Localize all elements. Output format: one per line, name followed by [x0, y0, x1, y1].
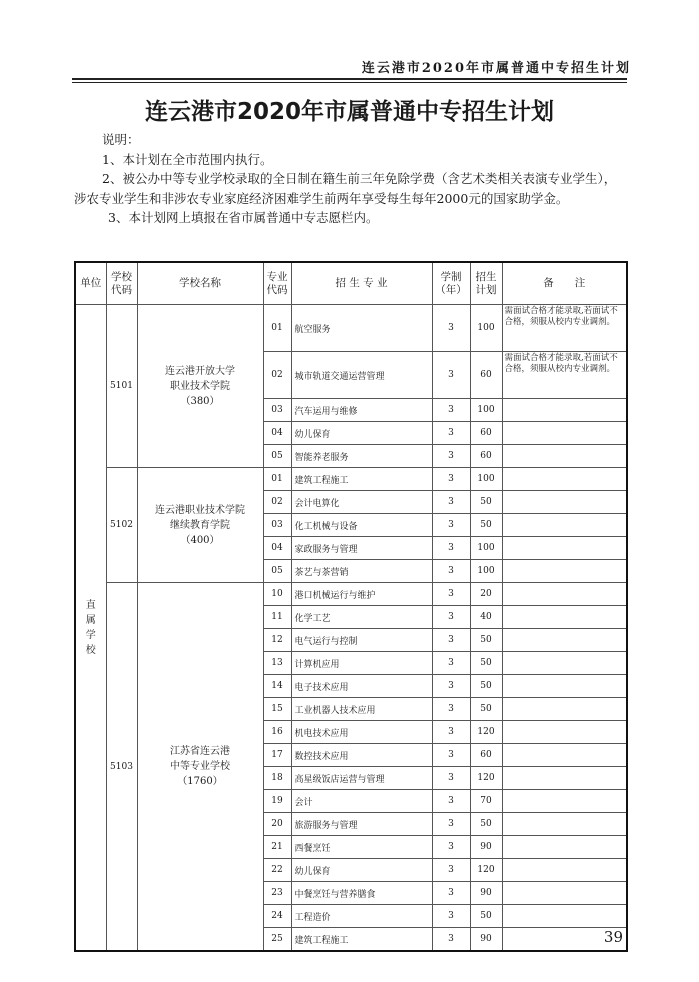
quota-cell: 120: [470, 721, 502, 744]
quota-cell: 100: [470, 305, 502, 352]
major-name-cell: 家政服务与管理: [291, 537, 432, 560]
years-cell: 3: [432, 652, 470, 675]
major-code-cell: 04: [263, 422, 291, 445]
remark-cell: [502, 652, 627, 675]
remark-cell: [502, 606, 627, 629]
years-cell: 3: [432, 399, 470, 422]
major-code-cell: 03: [263, 514, 291, 537]
major-code-cell: 02: [263, 491, 291, 514]
unit-cell: 直 属 学 校: [75, 305, 106, 952]
note-item-3: 3、本计划网上填报在省市属普通中专志愿栏内。: [108, 210, 379, 225]
years-cell: 3: [432, 928, 470, 952]
major-name-cell: 化学工艺: [291, 606, 432, 629]
major-code-cell: 05: [263, 445, 291, 468]
school-code-cell: 5101: [106, 305, 137, 468]
years-cell: 3: [432, 606, 470, 629]
years-cell: 3: [432, 813, 470, 836]
major-name-cell: 化工机械与设备: [291, 514, 432, 537]
years-cell: 3: [432, 514, 470, 537]
school-name-line: 连云港开放大学: [165, 365, 235, 377]
remark-cell: [502, 813, 627, 836]
major-code-cell: 13: [263, 652, 291, 675]
quota-cell: 60: [470, 744, 502, 767]
enrollment-plan-table: [74, 261, 628, 952]
quota-cell: 100: [470, 560, 502, 583]
quota-cell: 100: [470, 468, 502, 491]
quota-cell: 60: [470, 352, 502, 399]
major-code-cell: 11: [263, 606, 291, 629]
years-cell: 3: [432, 445, 470, 468]
table-row: [75, 468, 627, 491]
years-cell: 3: [432, 537, 470, 560]
major-code-cell: 20: [263, 813, 291, 836]
quota-cell: 50: [470, 905, 502, 928]
years-cell: 3: [432, 583, 470, 606]
remark-cell: [502, 629, 627, 652]
remark-cell: [502, 583, 627, 606]
major-name-cell: 智能养老服务: [291, 445, 432, 468]
major-code-cell: 15: [263, 698, 291, 721]
major-name-cell: 旅游服务与管理: [291, 813, 432, 836]
note-item-2: 2、被公办中等专业学校录取的全日制在籍生前三年免除学费（含艺术类相关表演专业学生），涉农专业学生和非涉农专业家庭经济困难学生前两年享受每生每年2000元的国家助学金。: [74, 171, 617, 206]
major-name-cell: 幼儿保育: [291, 422, 432, 445]
major-name-cell: 电子技术应用: [291, 675, 432, 698]
major-code-cell: 18: [263, 767, 291, 790]
quota-cell: 70: [470, 790, 502, 813]
school-name-line: 江苏省连云港: [170, 746, 230, 757]
years-cell: 3: [432, 744, 470, 767]
school-name-line: （380）: [180, 395, 220, 407]
page-title: 连云港市2020年市属普通中专招生计划: [144, 99, 554, 125]
remark-cell: [502, 698, 627, 721]
major-name-cell: 中餐烹饪与营养膳食: [291, 882, 432, 905]
major-code-cell: 04: [263, 537, 291, 560]
major-name-cell: 港口机械运行与维护: [291, 583, 432, 606]
quota-cell: 50: [470, 491, 502, 514]
major-code-cell: 25: [263, 928, 291, 952]
remark-cell: [502, 721, 627, 744]
major-name-cell: 茶艺与茶营销: [291, 560, 432, 583]
school-name-line: 中等专业学校: [170, 761, 230, 772]
remark-cell: 需面试合格才能录取,若面试不合格，须服从校内专业调剂。: [502, 352, 627, 399]
running-header: 连云港市2020年市属普通中专招生计划: [361, 61, 631, 76]
school-code-cell: 5102: [106, 468, 137, 583]
table-row: [75, 583, 627, 606]
remark-cell: [502, 468, 627, 491]
major-code-cell: 24: [263, 905, 291, 928]
years-cell: 3: [432, 629, 470, 652]
remark-cell: [502, 491, 627, 514]
header-rule-thin: [72, 82, 627, 83]
quota-cell: 100: [470, 537, 502, 560]
major-code-cell: 16: [263, 721, 291, 744]
major-name-cell: 高星级饭店运营与管理: [291, 767, 432, 790]
remark-cell: [502, 675, 627, 698]
school-name-line: （400）: [180, 534, 220, 546]
major-code-cell: 01: [263, 305, 291, 352]
school-code-cell: 5103: [106, 583, 137, 952]
major-code-cell: 05: [263, 560, 291, 583]
remark-cell: [502, 790, 627, 813]
major-code-cell: 10: [263, 583, 291, 606]
table-row: [75, 305, 627, 352]
major-code-cell: 22: [263, 859, 291, 882]
quota-cell: 50: [470, 698, 502, 721]
years-cell: 3: [432, 859, 470, 882]
major-code-cell: 02: [263, 352, 291, 399]
remark-cell: [502, 859, 627, 882]
school-name-cell: [137, 468, 263, 583]
quota-cell: 50: [470, 675, 502, 698]
remark-cell: [502, 537, 627, 560]
school-name-line: 职业技术学院: [170, 380, 230, 392]
quota-cell: 50: [470, 652, 502, 675]
col-header-unit: 单位: [75, 262, 106, 305]
years-cell: 3: [432, 468, 470, 491]
quota-cell: 50: [470, 813, 502, 836]
major-name-cell: 数控技术应用: [291, 744, 432, 767]
quota-cell: 90: [470, 928, 502, 952]
note-item-1: 1、本计划在全市范围内执行。: [102, 151, 273, 167]
major-name-cell: 工业机器人技术应用: [291, 698, 432, 721]
school-name-cell: [137, 583, 263, 952]
school-name-line: 继续教育学院: [170, 519, 230, 531]
quota-cell: 60: [470, 422, 502, 445]
major-code-cell: 23: [263, 882, 291, 905]
col-header-years: 学制 （年）: [432, 262, 470, 305]
quota-cell: 120: [470, 767, 502, 790]
col-header-school-code: 学校 代码: [106, 262, 137, 305]
remark-cell: [502, 905, 627, 928]
years-cell: 3: [432, 491, 470, 514]
years-cell: 3: [432, 882, 470, 905]
quota-cell: 20: [470, 583, 502, 606]
notes-section: [74, 130, 627, 228]
major-name-cell: 城市轨道交通运营管理: [291, 352, 432, 399]
quota-cell: 100: [470, 399, 502, 422]
major-code-cell: 01: [263, 468, 291, 491]
major-code-cell: 14: [263, 675, 291, 698]
school-name-line: （1760）: [177, 776, 223, 787]
school-name-cell: [137, 305, 263, 468]
major-name-cell: 幼儿保育: [291, 859, 432, 882]
quota-cell: 60: [470, 445, 502, 468]
table-header-row: [75, 262, 627, 305]
years-cell: 3: [432, 352, 470, 399]
quota-cell: 90: [470, 836, 502, 859]
years-cell: 3: [432, 698, 470, 721]
remark-cell: [502, 399, 627, 422]
years-cell: 3: [432, 905, 470, 928]
notes-heading: 说明：: [102, 132, 140, 147]
major-name-cell: 建筑工程施工: [291, 928, 432, 952]
major-name-cell: 会计电算化: [291, 491, 432, 514]
col-header-major-code: 专业 代码: [263, 262, 291, 305]
remark-cell: [502, 882, 627, 905]
major-name-cell: 工程造价: [291, 905, 432, 928]
remark-cell: [502, 514, 627, 537]
major-name-cell: 计算机应用: [291, 652, 432, 675]
major-name-cell: 航空服务: [291, 305, 432, 352]
col-header-quota: 招生 计划: [470, 262, 502, 305]
quota-cell: 50: [470, 629, 502, 652]
quota-cell: 40: [470, 606, 502, 629]
major-name-cell: 建筑工程施工: [291, 468, 432, 491]
years-cell: 3: [432, 721, 470, 744]
major-code-cell: 03: [263, 399, 291, 422]
years-cell: 3: [432, 305, 470, 352]
major-name-cell: 汽车运用与维修: [291, 399, 432, 422]
remark-cell: [502, 744, 627, 767]
header-rule-thick: [72, 78, 627, 80]
remark-cell: 需面试合格才能录取,若面试不合格，须服从校内专业调剂。: [502, 305, 627, 352]
major-name-cell: 西餐烹饪: [291, 836, 432, 859]
years-cell: 3: [432, 767, 470, 790]
page-number: 39: [603, 928, 623, 946]
remark-cell: [502, 767, 627, 790]
major-code-cell: 12: [263, 629, 291, 652]
years-cell: 3: [432, 790, 470, 813]
col-header-remark: 备 注: [502, 262, 627, 305]
remark-cell: [502, 422, 627, 445]
remark-cell: [502, 836, 627, 859]
years-cell: 3: [432, 560, 470, 583]
years-cell: 3: [432, 422, 470, 445]
years-cell: 3: [432, 675, 470, 698]
remark-cell: [502, 560, 627, 583]
major-code-cell: 21: [263, 836, 291, 859]
major-code-cell: 19: [263, 790, 291, 813]
quota-cell: 120: [470, 859, 502, 882]
col-header-school-name: 学校名称: [137, 262, 263, 305]
col-header-major: 招 生 专 业: [291, 262, 432, 305]
major-name-cell: 会计: [291, 790, 432, 813]
major-name-cell: 机电技术应用: [291, 721, 432, 744]
quota-cell: 50: [470, 514, 502, 537]
major-name-cell: 电气运行与控制: [291, 629, 432, 652]
years-cell: 3: [432, 836, 470, 859]
major-code-cell: 17: [263, 744, 291, 767]
remark-cell: [502, 445, 627, 468]
school-name-line: 连云港职业技术学院: [155, 504, 245, 516]
quota-cell: 90: [470, 882, 502, 905]
